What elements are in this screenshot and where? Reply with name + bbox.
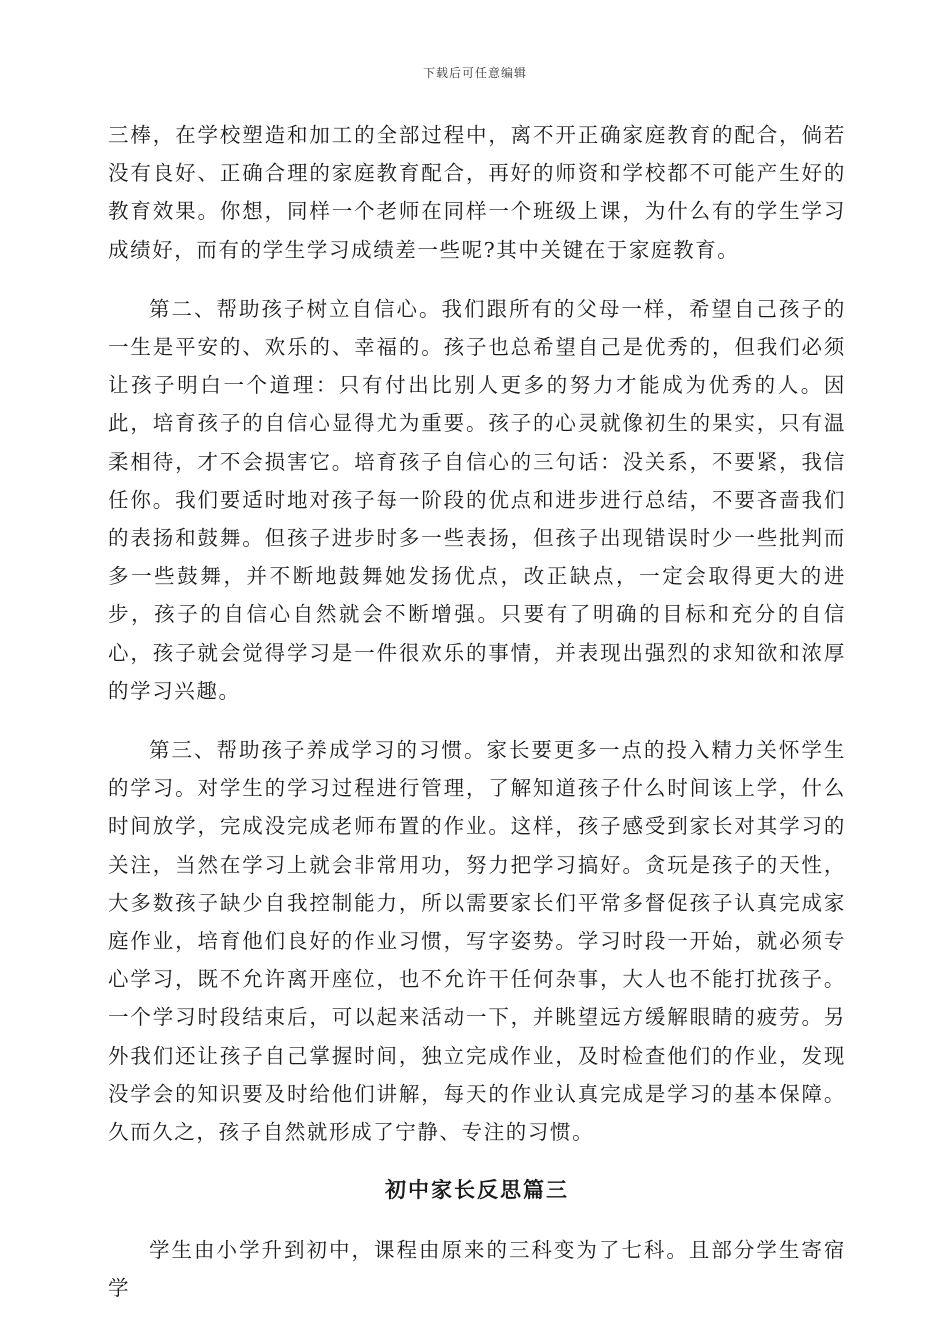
paragraph-third-point: 第三、帮助孩子养成学习的习惯。家长要更多一点的投入精力关怀学生的学习。对学生的学习过程进行管理，了解知道孩子什么时间该上学，什么时间放学，完成没完成老师布置的作业。这样，孩子感受到家长对其学习的关注，当然在学习上就会非常用功，努力把学习搞好。贪玩是孩子的天性，大多数孩子缺少自我控制能力，所以需要家长们平常多督促孩子认真完成家庭作业，培育他们良好的作业习惯，写字姿势。学习时段一开始，就必须专心学习，既不允许离开座位，也不允许干任何杂事，大人也不能打扰孩子。一个学习时段结束后，可以起来活动一下，并眺望远方缓解眼睛的疲劳。另外我们还让孩子自己掌握时间，独立完成作业，及时检查他们的作业，发现没学会的知识要及时给他们讲解，每天的作业认真完成是学习的基本保障。久而久之，孩子自然就形成了宁静、专注的习惯。 xyxy=(108,738,846,1145)
section-first-paragraph: 学生由小学升到初中，课程由原来的三科变为了七科。且部分学生寄宿学 xyxy=(108,1238,846,1301)
paragraph-continuation: 三棒，在学校塑造和加工的全部过程中，离不开正确家庭教育的配合，倘若没有良好、正确合理的家庭教育配合，再好的师资和学校都不可能产生好的教育效果。你想，同样一个老师在同样一个班级上课，为什么有的学生学习成绩好，而有的学生学习成绩差一些呢?其中关键在于家庭教育。 xyxy=(108,123,846,262)
document-body xyxy=(108,116,846,1308)
header-note: 下载后可任意编辑 xyxy=(422,66,527,80)
paragraph-second-point: 第二、帮助孩子树立自信心。我们跟所有的父母一样，希望自己孩子的一生是平安的、欢乐的、幸福的。孩子也总希望自己是优秀的，但我们必须让孩子明白一个道理：只有付出比别人更多的努力才能成为优秀的人。因此，培育孩子的自信心显得尤为重要。孩子的心灵就像初生的果实，只有温柔相待，才不会损害它。培育孩子自信心的三句话：没关系，不要紧，我信任你。我们要适时地对孩子每一阶段的优点和进步进行总结，不要吝啬我们的表扬和鼓舞。但孩子进步时多一些表扬，但孩子出现错误时少一些批判而多一些鼓舞，并不断地鼓舞她发扬优点，改正缺点，一定会取得更大的进步，孩子的自信心自然就会不断增强。只要有了明确的目标和充分的自信心，孩子就会觉得学习是一件很欢乐的事情，并表现出强烈的求知欲和浓厚的学习兴趣。 xyxy=(108,296,846,703)
section-title: 初中家长反思篇三 xyxy=(385,1177,569,1203)
